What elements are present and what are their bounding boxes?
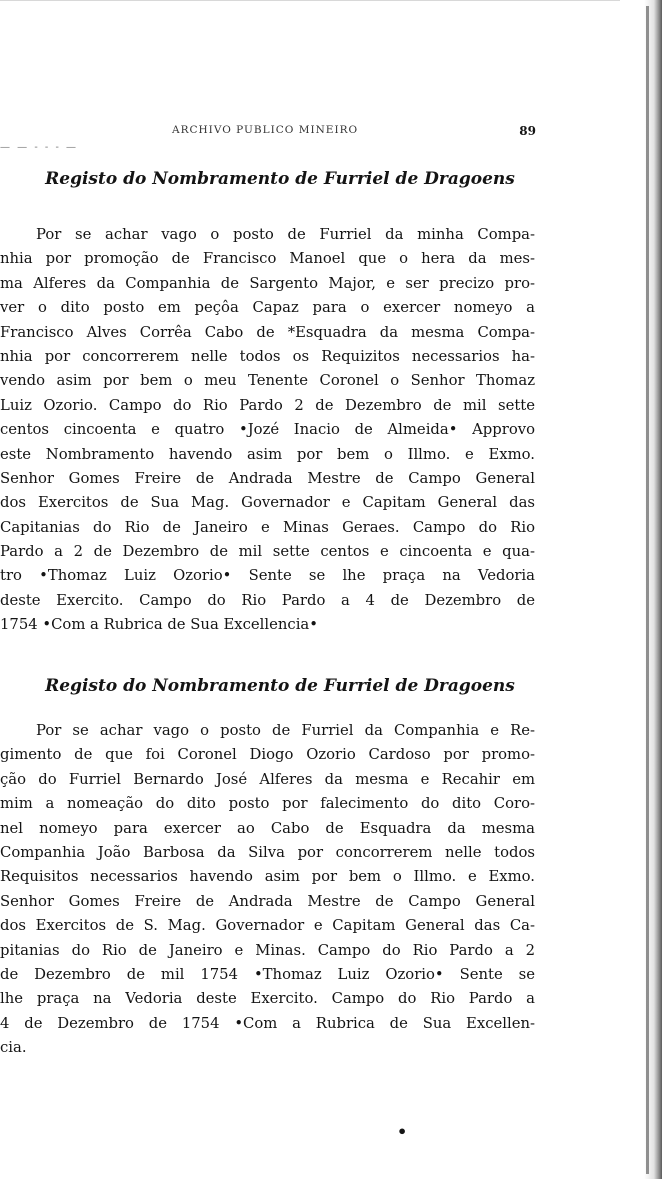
footer-mark: • bbox=[397, 1122, 408, 1141]
text-line: Por se achar vago o posto de Furriel da minha Compa- bbox=[36, 226, 535, 243]
text-line: dos Exercitos de S. Mag. Governador e Capitam General das Ca- bbox=[0, 917, 535, 935]
text-line: ver o dito posto em peçôa Capaz para o exercer nomeyo a bbox=[0, 299, 535, 317]
text-line: vendo asim por bem o meu Tenente Coronel o Senhor Thomaz bbox=[0, 372, 535, 390]
text-line: nhia por concorrerem nelle todos os Requizitos necessarios ha- bbox=[0, 347, 535, 365]
text-line: nhia por promoção de Francisco Manoel que o hera da mes- bbox=[0, 250, 535, 268]
text-line: 4 de Dezembro de 1754 •Com a Rubrica de Sua Excellen- bbox=[0, 1014, 535, 1032]
text-line: de Dezembro de mil 1754 •Thomaz Luiz Ozorio• Sente se bbox=[0, 965, 535, 983]
entry-body-2 bbox=[0, 719, 535, 1060]
entry-title-1: Registo do Nombramento de Furriel de Dragoens bbox=[45, 169, 515, 189]
page-edge-shadow bbox=[644, 0, 662, 1179]
text-line: pitanias do Rio de Janeiro e Minas. Campo do Rio Pardo a 2 bbox=[0, 941, 535, 959]
text-line: 1754 •Com a Rubrica de Sua Excellencia• bbox=[0, 616, 318, 634]
text-line: gimento de que foi Coronel Diogo Ozorio Cardoso por promo- bbox=[0, 746, 535, 764]
entry-title-2: Registo do Nombramento de Furriel de Dragoens bbox=[45, 676, 515, 696]
page-header bbox=[0, 124, 540, 142]
header-dashes: — — - - - — bbox=[0, 142, 79, 153]
text-line: deste Exercito. Campo do Rio Pardo a 4 de Dezembro de bbox=[0, 591, 535, 609]
text-line: Francisco Alves Corrêa Cabo de *Esquadra da mesma Compa- bbox=[0, 323, 535, 341]
text-line: lhe praça na Vedoria deste Exercito. Campo do Rio Pardo a bbox=[0, 990, 535, 1008]
page-number: 89 bbox=[519, 124, 536, 138]
text-line: centos cincoenta e quatro •Jozé Inacio de Almeida• Approvo bbox=[0, 421, 535, 439]
text-line: ção do Furriel Bernardo José Alferes da mesma e Recahir em bbox=[0, 770, 535, 788]
text-line: Companhia João Barbosa da Silva por concorrerem nelle todos bbox=[0, 843, 535, 861]
text-line: nel nomeyo para exercer ao Cabo de Esquadra da mesma bbox=[0, 819, 535, 837]
text-line: Requisitos necessarios havendo asim por bem o Illmo. e Exmo. bbox=[0, 868, 535, 886]
running-head: ARCHIVO PUBLICO MINEIRO bbox=[172, 124, 359, 136]
text-line: mim a nomeação do dito posto por falecimento do dito Coro- bbox=[0, 795, 535, 813]
text-line: cia. bbox=[0, 1039, 27, 1057]
text-line: ma Alferes da Companhia de Sargento Major, e ser precizo pro- bbox=[0, 274, 535, 292]
top-rule bbox=[0, 0, 620, 1]
text-line: dos Exercitos de Sua Mag. Governador e Capitam General das bbox=[0, 494, 535, 512]
text-line: Pardo a 2 de Dezembro de mil sette centos e cincoenta e qua- bbox=[0, 543, 535, 561]
text-line: tro •Thomaz Luiz Ozorio• Sente se lhe praça na Vedoria bbox=[0, 567, 535, 585]
text-line: Luiz Ozorio. Campo do Rio Pardo 2 de Dezembro de mil sette bbox=[0, 396, 535, 414]
text-line: Capitanias do Rio de Janeiro e Minas Geraes. Campo do Rio bbox=[0, 518, 535, 536]
text-line: Por se achar vago o posto de Furriel da Companhia e Re- bbox=[36, 722, 535, 739]
entry-body-1 bbox=[0, 223, 535, 638]
text-line: este Nombramento havendo asim por bem o Illmo. e Exmo. bbox=[0, 445, 535, 463]
text-line: Senhor Gomes Freire de Andrada Mestre de Campo General bbox=[0, 469, 535, 487]
text-line: Senhor Gomes Freire de Andrada Mestre de Campo General bbox=[0, 892, 535, 910]
